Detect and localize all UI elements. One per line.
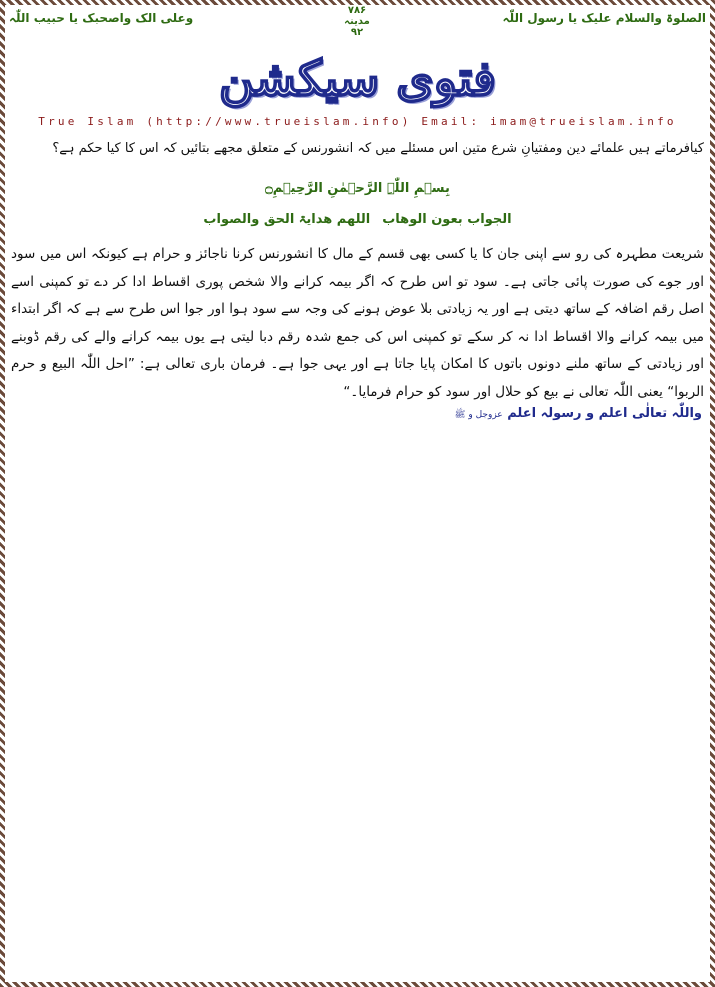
answer-heading [5, 212, 710, 227]
fatwa-page [5, 5, 710, 982]
site-contact-line: True Islam (http://www.trueislam.info) Email: imam@trueislam.info [38, 115, 677, 128]
question-text: کیافرماتے ہیں علمائے دین ومفتیانِ شرع متین اس مسئلے میں کہ انشورنس کے متعلق مجھے بتائیں کہ اس کا کیا حکم ہے؟ [52, 141, 704, 156]
closing-honorific: عزوجل و ﷺ [454, 410, 503, 420]
ref-mark: مدینہ [344, 16, 370, 27]
answer-body: شریعت مطہرہ کی رو سے اپنی جان کا یا کسی بھی قسم کے مال کا انشورنس کرنا ناجائز و حرام ہے کیونکہ اس میں سود اور جوے کی صورت پائی جاتی ہے۔ سود تو اس طرح کہ اگر بیمہ کرانے والا شخص پوری اقساط ادا کر دے تو کمپنی اسے اصل رقم اضافہ کے ساتھ دیتی ہے اور یہ زیادتی بلا عوض ہونے کی وجہ سے سود ہوا اور جوا اس طرح سے ہے کہ اگر ابتداء میں بیمہ کرانے والا اقساط ادا نہ کر سکے تو کمپنی اس کی جمع شدہ رقم دبا لیتی ہے یوں بیمہ کرانے والے کی رقم ڈوبنے اور زیادتی کے ساتھ ملنے دونوں باتوں کا امکان پایا جاتا ہے اور یہی جوا ہے۔ فرمان باری تعالی ہے: ”احل اللّٰہ البیع و حرم الربوا“ یعنی اللّٰہ تعالی نے بیع کو حلال اور سود کو حرام فرمایا۔“ [11, 246, 704, 400]
salutation-left: وعلی الک واصحبک یا حبیب اللّٰہ [9, 11, 194, 25]
answer-heading-part2: اللھم ھدایۃ الحق والصواب [203, 212, 371, 227]
ref-number: ۷۸۶ [347, 5, 367, 16]
page-title: فتوی سیکشن [218, 51, 497, 107]
closing-text: واللّٰہ تعالٰی اعلم و رسولہ اعلم [507, 406, 702, 421]
answer-heading-part1: الجواب بعون الوھاب [382, 212, 512, 227]
salutation-right: الصلوۃ والسلام علیک یا رسول اللّٰہ [502, 11, 706, 25]
reference-mark [335, 5, 379, 38]
bismillah: بِسۡمِ اللّٰہِ الرَّحۡمٰنِ الرَّحِیۡمِ۝ [265, 181, 450, 196]
closing-line [302, 406, 702, 422]
ref-number-2: ۹۲ [350, 27, 364, 38]
